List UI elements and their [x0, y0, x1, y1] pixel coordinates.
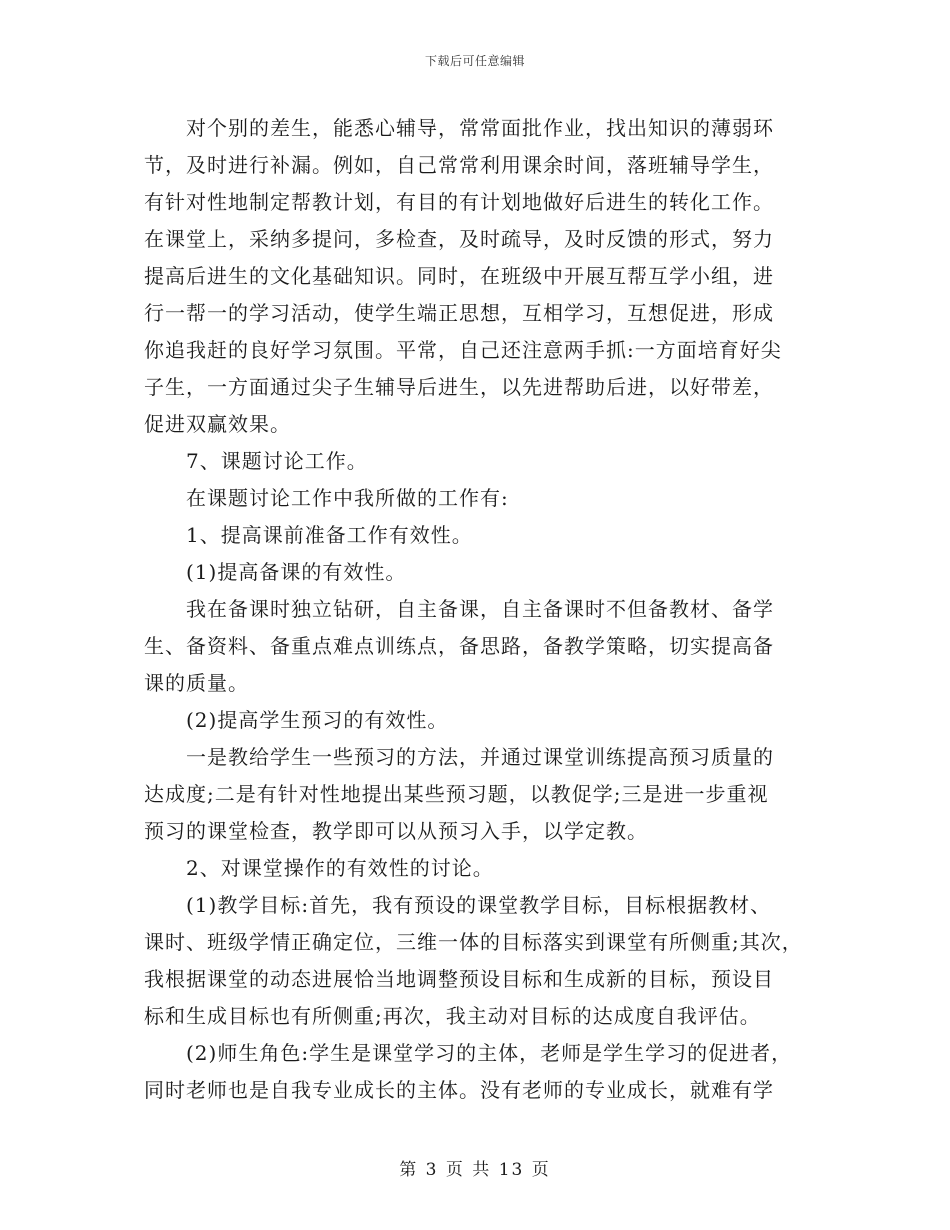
text-line: 提高后进生的文化基础知识。同时，在班级中开展互帮互学小组，进 — [144, 264, 774, 288]
text-line: (2)提高学生预习的有效性。 — [186, 708, 449, 732]
text-line: 促进双赢效果。 — [144, 412, 291, 436]
text-line: 课时、班级学情正确定位，三维一体的目标落实到课堂有所侧重;其次， — [144, 930, 803, 954]
text-line: 你追我赶的良好学习氛围。平常，自己还注意两手抓:一方面培育好尖 — [144, 338, 782, 362]
text-line: 在课堂上，采纳多提问，多检查，及时疏导，及时反馈的形式，努力 — [144, 227, 774, 251]
text-line: 对个别的差生，能悉心辅导，常常面批作业，找出知识的薄弱环 — [186, 116, 774, 140]
text-line: 我根据课堂的动态进展恰当地调整预设目标和生成新的目标，预设目 — [144, 967, 774, 991]
text-line: 同时老师也是自我专业成长的主体。没有老师的专业成长，就难有学 — [144, 1078, 774, 1102]
text-line: (1)提高备课的有效性。 — [186, 560, 407, 584]
page-header: 下载后可任意编辑 — [424, 54, 525, 68]
text-line: 行一帮一的学习活动，使学生端正思想，互相学习，互想促进，形成 — [144, 301, 774, 325]
document-body — [144, 110, 806, 1109]
text-line: 2、对课堂操作的有效性的讨论。 — [186, 856, 494, 880]
text-line: 达成度;二是有针对性地提出某些预习题，以教促学;三是进一步重视 — [144, 782, 769, 806]
text-line: 子生，一方面通过尖子生辅导后进生，以先进帮助后进，以好带差， — [144, 375, 774, 399]
text-line: 1、提高课前准备工作有效性。 — [186, 523, 473, 547]
text-line: 节，及时进行补漏。例如，自己常常利用课余时间，落班辅导学生， — [144, 153, 774, 177]
text-line: 7、课题讨论工作。 — [186, 449, 368, 473]
page-footer: 第 3 页 共 13 页 — [399, 1160, 551, 1180]
text-line: 一是教给学生一些预习的方法，并通过课堂训练提高预习质量的 — [186, 745, 774, 769]
text-line: 预习的课堂检查，教学即可以从预习入手，以学定教。 — [144, 819, 648, 843]
text-line: (1)教学目标:首先，我有预设的课堂教学目标，目标根据教材、 — [186, 893, 772, 917]
text-line: (2)师生角色:学生是课堂学习的主体，老师是学生学习的促进者， — [186, 1041, 793, 1065]
text-line: 标和生成目标也有所侧重;再次，我主动对目标的达成度自我评估。 — [144, 1004, 761, 1028]
text-line: 课的质量。 — [144, 671, 249, 695]
text-line: 在课题讨论工作中我所做的工作有: — [186, 486, 509, 510]
text-line: 我在备课时独立钻研，自主备课，自主备课时不但备教材、备学 — [186, 597, 774, 621]
text-line: 有针对性地制定帮教计划，有目的有计划地做好后进生的转化工作。 — [144, 190, 774, 214]
text-line: 生、备资料、备重点难点训练点，备思路，备教学策略，切实提高备 — [144, 634, 774, 658]
